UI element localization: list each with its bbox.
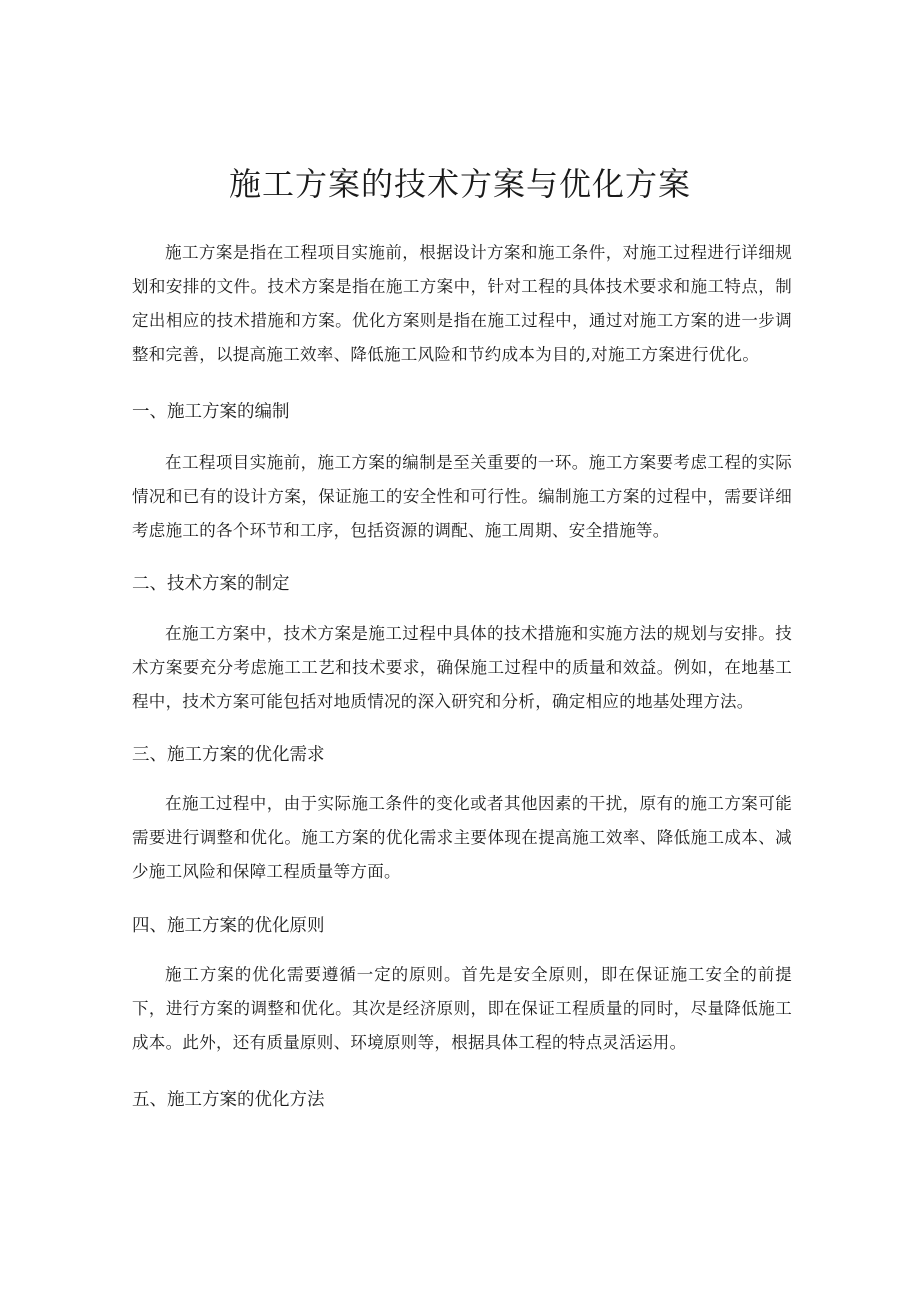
document-title: 施工方案的技术方案与优化方案 xyxy=(228,165,691,203)
section-paragraph-1: 在工程项目实施前，施工方案的编制是至关重要的一环。施工方案要考虑工程的实际情况和已有的设计方案，保证施工的安全性和可行性。编制施工方案的过程中，需要详细考虑施工的各个环节和工序，包括资源的调配、施工周期、安全措施等。 xyxy=(132,453,792,540)
section-heading-3: 三、施工方案的优化需求 xyxy=(132,745,325,765)
section-heading-1: 一、施工方案的编制 xyxy=(132,402,290,422)
section-paragraph-3: 在施工过程中，由于实际施工条件的变化或者其他因素的干扰，原有的施工方案可能需要进行调整和优化。施工方案的优化需求主要体现在提高施工效率、降低施工成本、减少施工风险和保障工程质量等方面。 xyxy=(132,794,792,881)
section-heading-4: 四、施工方案的优化原则 xyxy=(132,916,325,936)
section-heading-2: 二、技术方案的制定 xyxy=(132,574,290,594)
section-heading-5: 五、施工方案的优化方法 xyxy=(132,1090,325,1110)
intro-paragraph: 施工方案是指在工程项目实施前，根据设计方案和施工条件，对施工过程进行详细规划和安排的文件。技术方案是指在施工方案中，针对工程的具体技术要求和施工特点，制定出相应的技术措施和方案。优化方案则是指在施工过程中，通过对施工方案的进一步调整和完善，以提高施工效率、降低施工风险和节约成本为目的,对施工方案进行优化。 xyxy=(132,243,792,364)
section-paragraph-4: 施工方案的优化需要遵循一定的原则。首先是安全原则，即在保证施工安全的前提下，进行方案的调整和优化。其次是经济原则，即在保证工程质量的同时，尽量降低施工成本。此外，还有质量原则、环境原则等，根据具体工程的特点灵活运用。 xyxy=(132,965,792,1052)
section-paragraph-2: 在施工方案中，技术方案是施工过程中具体的技术措施和实施方法的规划与安排。技术方案要充分考虑施工工艺和技术要求，确保施工过程中的质量和效益。例如，在地基工程中，技术方案可能包括对地质情况的深入研究和分析，确定相应的地基处理方法。 xyxy=(132,624,792,711)
